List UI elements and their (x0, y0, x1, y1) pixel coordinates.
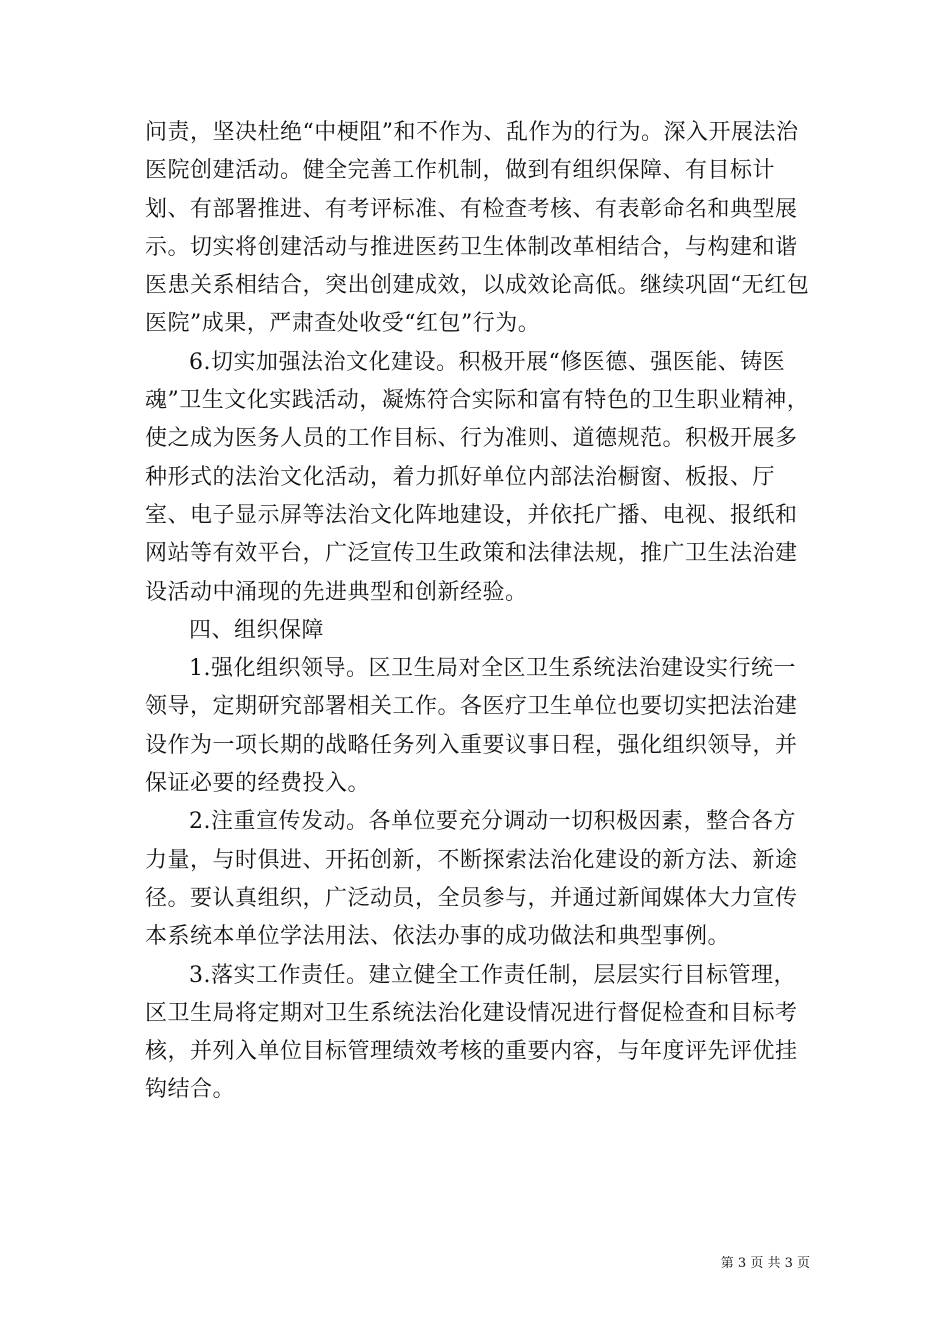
paragraph-accountability: 问责，坚决杜绝“中梗阻”和不作为、乱作为的行为。深入开展法治医院创建活动。健全完善工作机制，做到有组织保障、有目标计划、有部署推进、有考评标准、有检查考核、有表彰命名和典型展示。切实将创建活动与推进医药卫生体制改革相结合，与构建和谐医患关系相结合，突出创建成效，以成效论高低。继续巩固“无红包医院”成果，严肃查处收受“红包”行为。 (145, 120, 810, 337)
paragraph-leadership: 1.强化组织领导。区卫生局对全区卫生系统法治建设实行统一领导，定期研究部署相关工作。各医疗卫生单位也要切实把法治建设作为一项长期的战略任务列入重要议事日程，强化组织领导，并保证必要的经费投入。 (145, 656, 798, 797)
paragraph-legal-culture: 6.切实加强法治文化建设。积极开展“修医德、强医能、铸医魂”卫生文化实践活动，凝炼符合实际和富有特色的卫生职业精神，使之成为医务人员的工作目标、行为准则、道德规范。积极开展多种形式的法治文化活动，着力抓好单位内部法治橱窗、板报、厅室、电子显示屏等法治文化阵地建设，并依托广播、电视、报纸和网站等有效平台，广泛宣传卫生政策和法律法规，推广卫生法治建设活动中涌现的先进典型和创新经验。 (145, 349, 810, 605)
document-body (145, 114, 813, 1110)
page-number-footer: 第 3 页 共 3 页 (720, 1256, 810, 1271)
paragraph-responsibility: 3.落实工作责任。建立健全工作责任制，层层实行目标管理，区卫生局将定期对卫生系统法治化建设情况进行督促检查和目标考核，并列入单位目标管理绩效考核的重要内容，与年度评先评优挂钩结合。 (145, 962, 798, 1103)
paragraph-publicity: 2.注重宣传发动。各单位要充分调动一切积极因素，整合各方力量，与时俱进、开拓创新，不断探索法治化建设的新方法、新途径。要认真组织，广泛动员，全员参与，并通过新闻媒体大力宣传本系统本单位学法用法、依法办事的成功做法和典型事例。 (145, 809, 798, 950)
section-heading-organization: 四、组织保障 (189, 617, 325, 643)
